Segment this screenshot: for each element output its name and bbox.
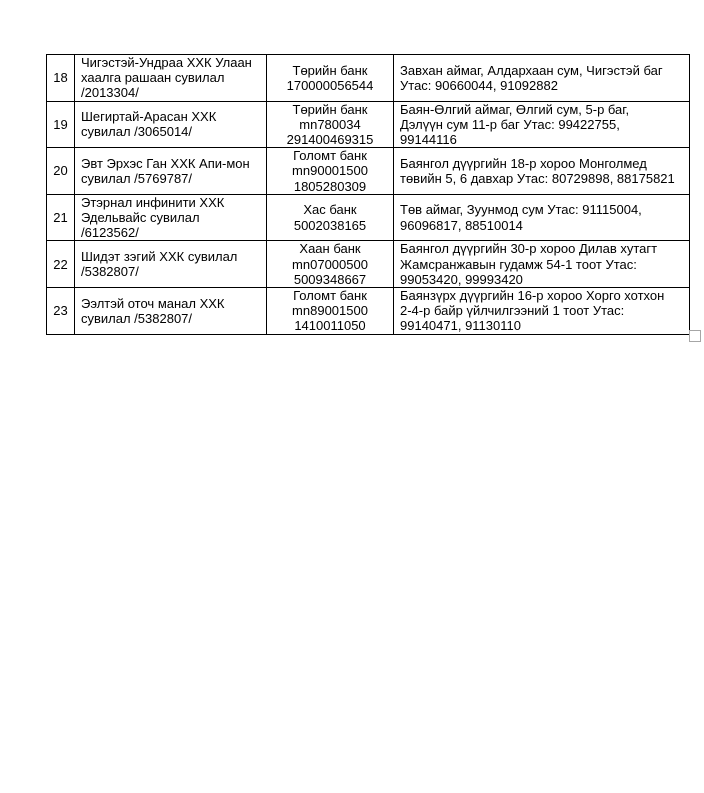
bank-account: Хас банк 5002038165 — [267, 194, 394, 241]
row-number: 21 — [47, 194, 75, 241]
address-contact: Баян-Өлгий аймаг, Өлгий сум, 5-р баг, Дэлүүн сум 11-р баг Утас: 99422755, 99144116 — [394, 101, 690, 148]
table-row — [47, 241, 690, 288]
company-name: Шегиртай-Арасан ХХК сувилал /3065014/ — [75, 101, 267, 148]
company-name: Эвт Эрхэс Ган ХХК Апи-мон сувилал /5769787/ — [75, 148, 267, 195]
table-row — [47, 148, 690, 195]
table-row — [47, 194, 690, 241]
sanatorium-table — [46, 54, 690, 335]
bank-account: Голомт банк mn90001500 1805280309 — [267, 148, 394, 195]
table-end-marker — [689, 330, 701, 342]
row-number: 20 — [47, 148, 75, 195]
address-contact: Баянгол дүүргийн 30-р хороо Дилав хутагт Жамсранжавын гудамж 54-1 тоот Утас: 99053420, 99993420 — [394, 241, 690, 288]
row-number: 23 — [47, 288, 75, 335]
row-number: 18 — [47, 55, 75, 102]
row-number: 19 — [47, 101, 75, 148]
company-name: Чигэстэй-Ундраа ХХК Улаан хаалга рашаан сувилал /2013304/ — [75, 55, 267, 102]
bank-account: Голомт банк mn89001500 1410011050 — [267, 288, 394, 335]
table-row — [47, 288, 690, 335]
address-contact: Баянгол дүүргийн 18-р хороо Монголмед төвийн 5, 6 давхар Утас: 80729898, 88175821 — [394, 148, 690, 195]
company-name: Шидэт зэгий ХХК сувилал /5382807/ — [75, 241, 267, 288]
table-row — [47, 55, 690, 102]
address-contact: Баянзүрх дүүргийн 16-р хороо Хорго хотхон 2-4-р байр үйлчилгээний 1 тоот Утас: 99140471, 91130110 — [394, 288, 690, 335]
bank-account: Төрийн банк mn780034 291400469315 — [267, 101, 394, 148]
address-contact: Завхан аймаг, Алдархаан сум, Чигэстэй баг Утас: 90660044, 91092882 — [394, 55, 690, 102]
bank-account: Төрийн банк 170000056544 — [267, 55, 394, 102]
address-contact: Төв аймаг, Зуунмод сум Утас: 91115004, 96096817, 88510014 — [394, 194, 690, 241]
table-row — [47, 101, 690, 148]
bank-account: Хаан банк mn07000500 5009348667 — [267, 241, 394, 288]
row-number: 22 — [47, 241, 75, 288]
company-name: Ээлтэй оточ манал ХХК сувилал /5382807/ — [75, 288, 267, 335]
company-name: Этэрнал инфинити ХХК Эдельвайс сувилал /6123562/ — [75, 194, 267, 241]
